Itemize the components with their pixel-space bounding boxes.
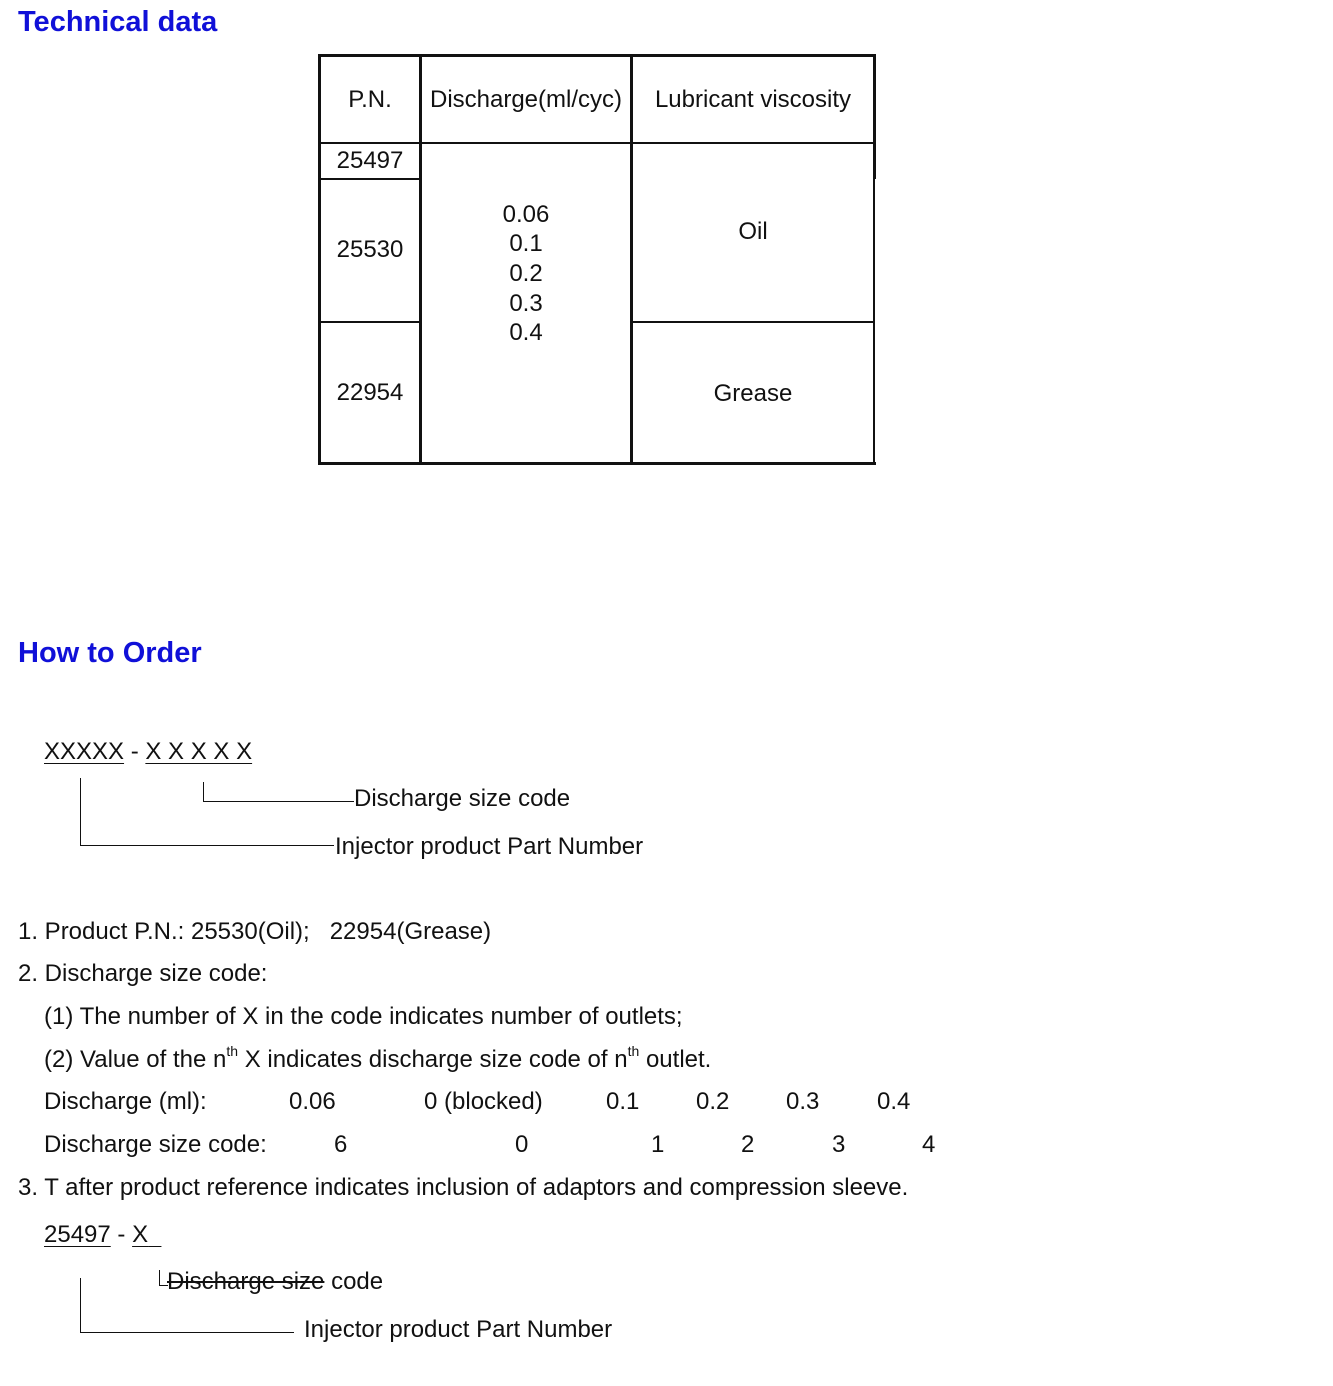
discharge-row-value: 0.1 — [606, 1088, 640, 1115]
discharge-row-label: Discharge (ml): — [44, 1088, 207, 1115]
how-to-order-heading: How to Order — [18, 637, 202, 669]
discharge-value: 0.4 — [509, 319, 543, 346]
discharge-value: 0.3 — [509, 290, 543, 317]
discharge-row-value: 0.4 — [877, 1088, 911, 1115]
label-discharge-size-code: Discharge size code — [354, 785, 571, 812]
code-row-value: 4 — [922, 1131, 936, 1158]
example-dash: - — [110, 1221, 133, 1248]
example-code — [44, 1221, 161, 1249]
order-item-1: 1. Product P.N.: 25530(Oil); 22954(Grease) — [18, 918, 492, 945]
viscosity-grease: Grease — [713, 380, 793, 407]
order-subitem-1: (1) The number of X in the code indicates number of outlets; — [44, 1003, 683, 1030]
header-pn: P.N. — [348, 86, 392, 113]
code-part-number: XXXXX — [44, 738, 125, 765]
code-row-label: Discharge size code: — [44, 1131, 267, 1158]
superscript-th: th — [627, 1043, 640, 1059]
superscript-th: th — [226, 1043, 239, 1059]
order-item-2: 2. Discharge size code: — [18, 960, 268, 987]
pn-cell: 25497 — [336, 147, 404, 174]
discharge-value: 0.06 — [502, 201, 550, 228]
subitem-2-part-a: (2) Value of the n — [44, 1046, 227, 1073]
discharge-value: 0.2 — [509, 260, 543, 287]
example-label-part-number: Injector product Part Number — [304, 1316, 613, 1343]
code-row-value: 3 — [832, 1131, 846, 1158]
code-row-value: 2 — [741, 1131, 755, 1158]
order-item-3: 3. T after product reference indicates inclusion of adaptors and compression sleeve. — [18, 1174, 909, 1201]
code-row-value: 0 — [515, 1131, 529, 1158]
pn-cell: 22954 — [336, 379, 404, 406]
technical-data-heading: Technical data — [18, 6, 218, 38]
subitem-2-part-c: outlet. — [639, 1046, 712, 1073]
code-row-value: 6 — [334, 1131, 348, 1158]
discharge-value: 0.1 — [509, 230, 543, 257]
viscosity-oil: Oil — [738, 218, 768, 245]
struck-text: Discharge size — [167, 1268, 325, 1295]
discharge-row-value: 0.06 — [289, 1088, 336, 1115]
pn-cell: 25530 — [336, 236, 404, 263]
code-dash: - — [124, 738, 146, 765]
subitem-2-part-b: X indicates discharge size code of n — [238, 1046, 628, 1073]
example-part-number: 25497 — [44, 1221, 111, 1248]
discharge-row-value: 0.2 — [696, 1088, 730, 1115]
example-label-discharge-size-code — [167, 1268, 383, 1296]
discharge-row-value: 0 (blocked) — [424, 1088, 543, 1115]
example-discharge: X — [132, 1221, 149, 1248]
header-discharge: Discharge(ml/cyc) — [429, 86, 623, 113]
code-row-value: 1 — [651, 1131, 665, 1158]
label-part-number: Injector product Part Number — [335, 833, 644, 860]
code-discharge: X X X X X — [145, 738, 253, 765]
header-viscosity: Lubricant viscosity — [654, 86, 852, 113]
order-subitem-2 — [44, 1043, 712, 1074]
order-code — [44, 738, 252, 766]
label-rest: code — [324, 1268, 384, 1295]
discharge-row-value: 0.3 — [786, 1088, 820, 1115]
